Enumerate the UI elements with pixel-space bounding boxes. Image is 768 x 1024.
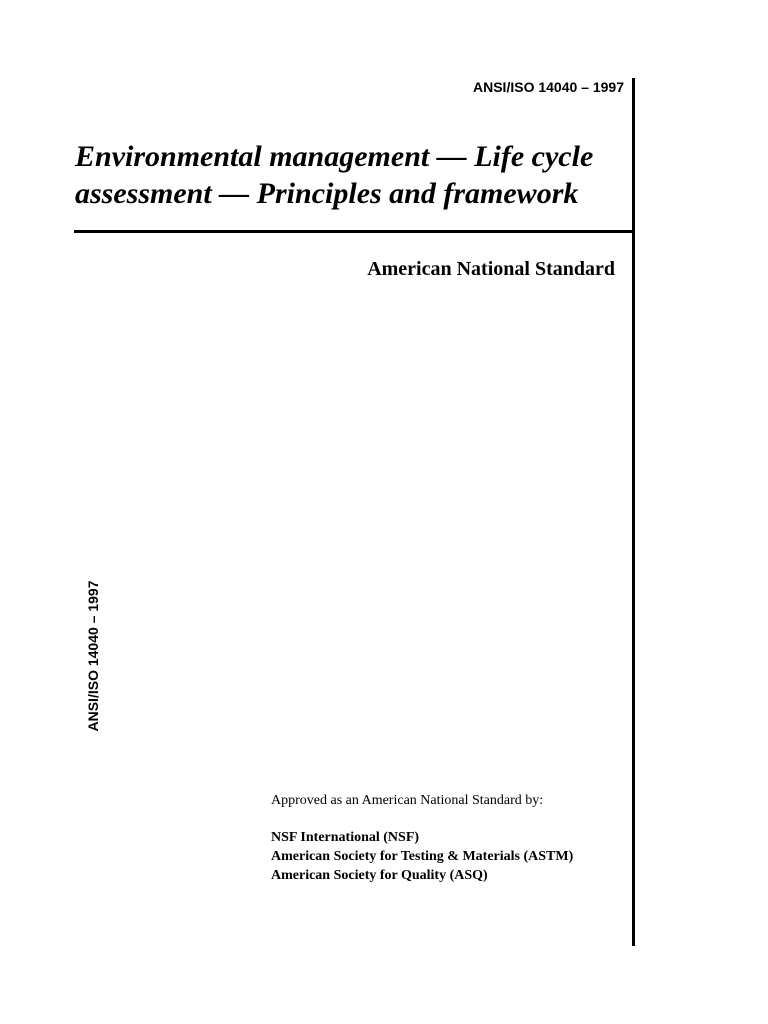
document-number-header: ANSI/ISO 14040 – 1997 [473, 79, 624, 95]
organization-asq: American Society for Quality (ASQ) [271, 868, 488, 883]
organization-astm: American Society for Testing & Materials (ASTM) [271, 849, 574, 864]
document-title-line-2: assessment — Principles and framework [75, 177, 579, 210]
right-vertical-rule [632, 78, 635, 946]
title-horizontal-rule [74, 230, 635, 233]
standard-type-subtitle: American National Standard [367, 258, 615, 280]
document-title-line-1: Environmental management — Life cycle [75, 140, 594, 173]
approving-organizations-list [271, 828, 631, 885]
document-title [75, 138, 630, 212]
approval-block [271, 792, 631, 885]
approval-intro-text: Approved as an American National Standard by: [271, 793, 544, 808]
organization-nsf: NSF International (NSF) [271, 830, 420, 845]
spine-document-number: ANSI/ISO 14040 – 1997 [85, 580, 101, 732]
